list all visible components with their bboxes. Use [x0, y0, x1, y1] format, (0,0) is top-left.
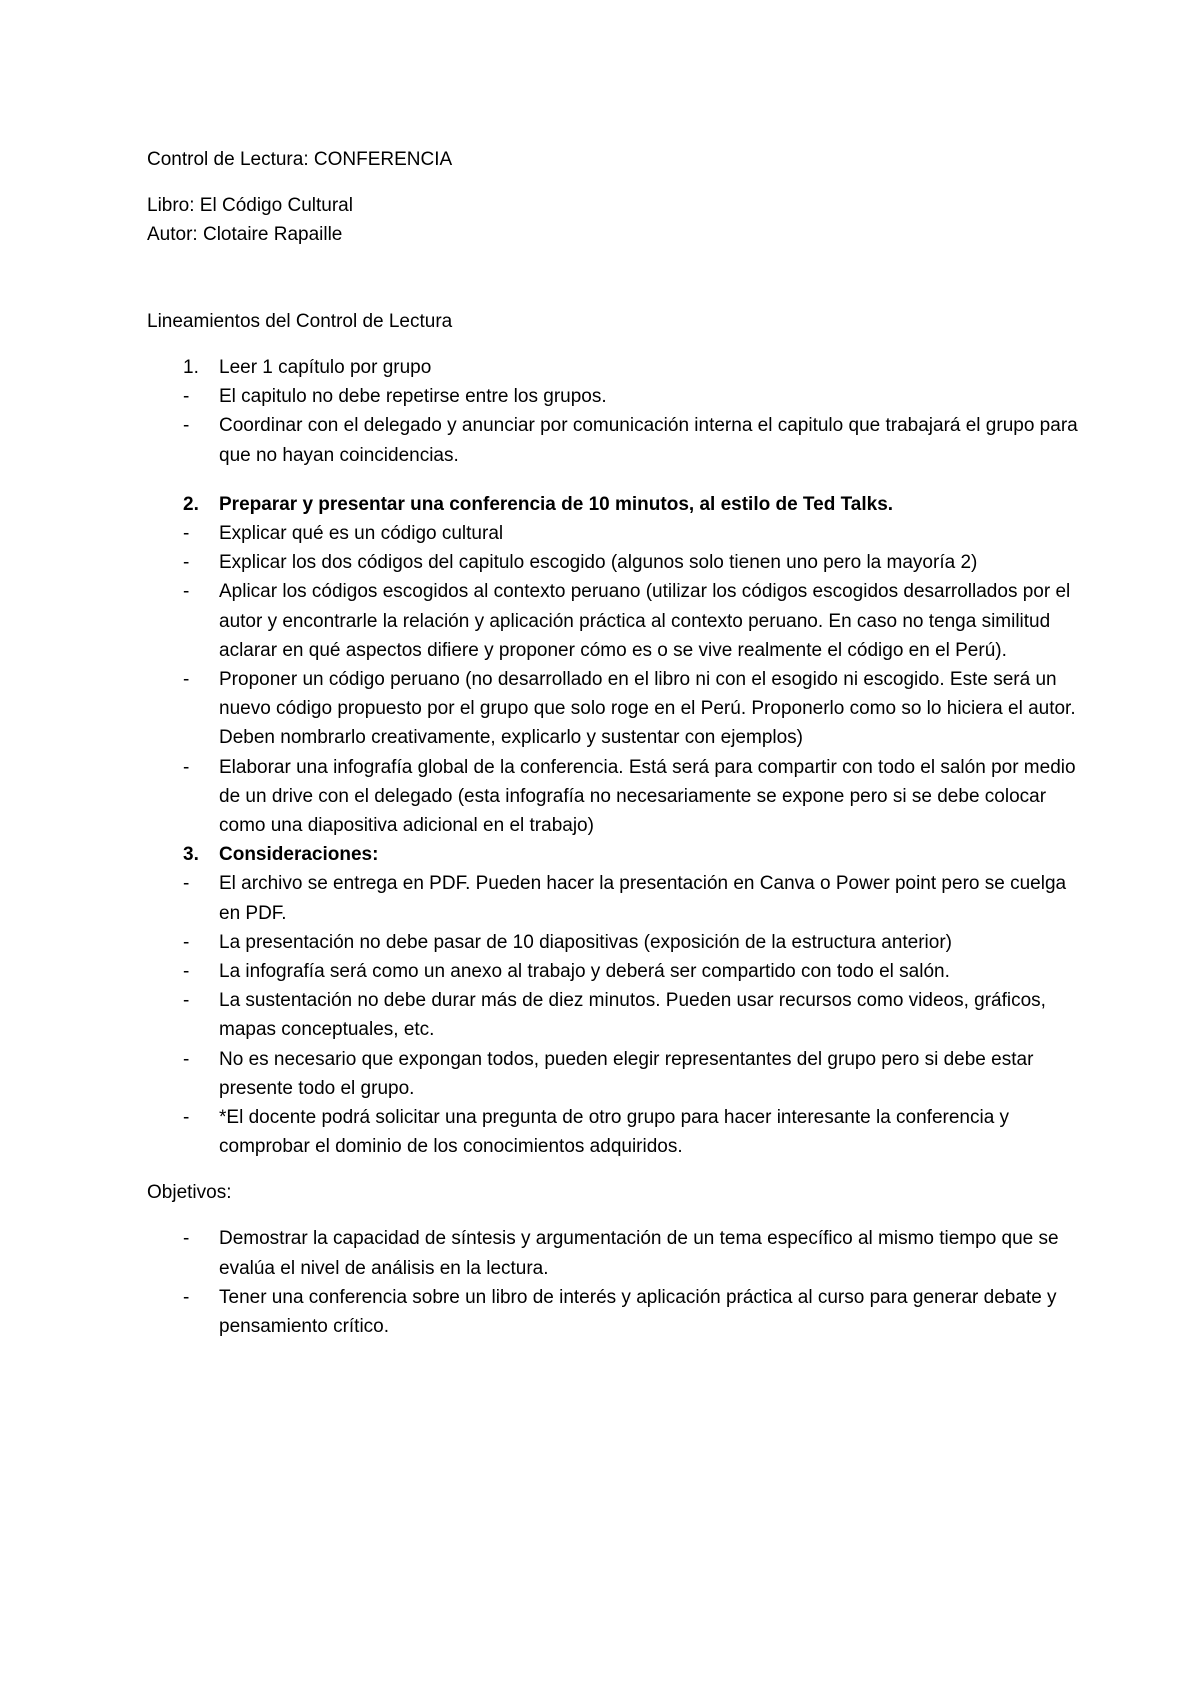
- list-item-text: Proponer un código peruano (no desarrollado en el libro ni con el esogido ni escogido. Este será un nuevo código propuesto por el grupo que solo roge en el Perú. Proponerlo como so lo hiciera el autor. Deben nombrarlo creativamente, explicarlo y sustentar con ejemplos): [219, 669, 1076, 749]
- section1-number: 1.: [183, 357, 199, 378]
- list-item-text: Elaborar una infografía global de la conferencia. Está será para compartir con todo el salón por medio de un drive con el delegado (esta infografía no necesariamente se expone pero si se debe colocar como una diapositiva adicional en el trabajo): [219, 756, 1076, 837]
- bullet-dash: -: [183, 523, 190, 545]
- list-item-text: Aplicar los códigos escogidos al contexto peruano (utilizar los códigos escogidos desarrollados por el autor y encontrarle la relación y aplicación práctica al contexto peruano. En caso no tenga similitud aclarar en qué aspectos difiere y proponer cómo es o se vive realmente el código en el Perú).: [219, 581, 1071, 661]
- bullet-dash: -: [183, 1048, 190, 1070]
- section3-number: 3.: [183, 844, 199, 866]
- list-item: [147, 411, 1087, 469]
- bullet-dash: -: [183, 931, 190, 953]
- guidelines-heading: Lineamientos del Control de Lectura: [147, 311, 453, 332]
- bullet-dash: -: [183, 873, 190, 895]
- bullet-dash: -: [183, 961, 190, 983]
- list-item: [147, 753, 1087, 841]
- author-line: Autor: Clotaire Rapaille: [147, 224, 343, 245]
- bullet-dash: -: [183, 386, 190, 408]
- list-item: [147, 986, 1087, 1044]
- bullet-dash: -: [183, 669, 190, 691]
- list-item: [147, 869, 1087, 927]
- bullet-dash: -: [183, 756, 190, 778]
- bullet-dash: -: [183, 990, 190, 1012]
- list-item-text: *El docente podrá solicitar una pregunta de otro grupo para hacer interesante la conferencia y comprobar el dominio de los conocimientos adquiridos.: [219, 1107, 1010, 1158]
- list-item: [147, 1045, 1087, 1103]
- section3-title: Consideraciones:: [219, 844, 379, 866]
- list-item-text: La presentación no debe pasar de 10 diapositivas (exposición de la estructura anterior): [219, 931, 953, 953]
- list-item-text: Tener una conferencia sobre un libro de interés y aplicación práctica al curso para generar debate y pensamiento crítico.: [219, 1286, 1057, 1338]
- list-item-text: El archivo se entrega en PDF. Pueden hacer la presentación en Canva o Power point pero se cuelga en PDF.: [219, 873, 1067, 924]
- section3-header: [147, 840, 1087, 869]
- list-item: [147, 519, 1087, 548]
- list-item: [147, 548, 1087, 577]
- list-item: [147, 382, 1087, 411]
- section2-header: [147, 490, 1087, 519]
- list-item: [147, 928, 1087, 957]
- list-item-text: Explicar los dos códigos del capitulo escogido (algunos solo tienen uno pero la mayoría 2): [219, 552, 978, 574]
- list-item: [147, 957, 1087, 986]
- list-item-text: Demostrar la capacidad de síntesis y argumentación de un tema específico al mismo tiempo que se evalúa el nivel de análisis en la lectura.: [219, 1228, 1059, 1279]
- bullet-dash: -: [183, 1228, 190, 1250]
- bullet-dash: -: [183, 415, 190, 437]
- list-item-text: El capitulo no debe repetirse entre los grupos.: [219, 386, 607, 408]
- list-item: [147, 577, 1087, 665]
- document-title: Control de Lectura: CONFERENCIA: [147, 149, 453, 170]
- objectives-heading: Objetivos:: [147, 1182, 232, 1204]
- bullet-dash: -: [183, 552, 190, 574]
- bullet-dash: -: [183, 581, 190, 603]
- list-item-text: No es necesario que expongan todos, pueden elegir representantes del grupo pero si debe estar presente todo el grupo.: [219, 1048, 1034, 1099]
- list-item: [147, 1224, 1087, 1282]
- document-page: [147, 145, 1087, 1341]
- section1-title: Leer 1 capítulo por grupo: [219, 357, 432, 378]
- bullet-dash: -: [183, 1286, 190, 1308]
- list-item: [147, 665, 1087, 753]
- list-item: [147, 1103, 1087, 1161]
- list-item-text: La infografía será como un anexo al trabajo y deberá ser compartido con todo el salón.: [219, 961, 950, 983]
- list-item: [147, 1283, 1087, 1341]
- list-item-text: Explicar qué es un código cultural: [219, 523, 504, 545]
- section1-header: [147, 353, 1087, 382]
- bullet-dash: -: [183, 1107, 190, 1129]
- list-item-text: Coordinar con el delegado y anunciar por comunicación interna el capitulo que trabajará el grupo para que no hayan coincidencias.: [219, 415, 1078, 466]
- section2-title: Preparar y presentar una conferencia de 10 minutos, al estilo de Ted Talks.: [219, 493, 894, 515]
- book-line: Libro: El Código Cultural: [147, 195, 353, 216]
- section2-number: 2.: [183, 493, 199, 515]
- list-item-text: La sustentación no debe durar más de diez minutos. Pueden usar recursos como videos, gráficos, mapas conceptuales, etc.: [219, 990, 1046, 1041]
